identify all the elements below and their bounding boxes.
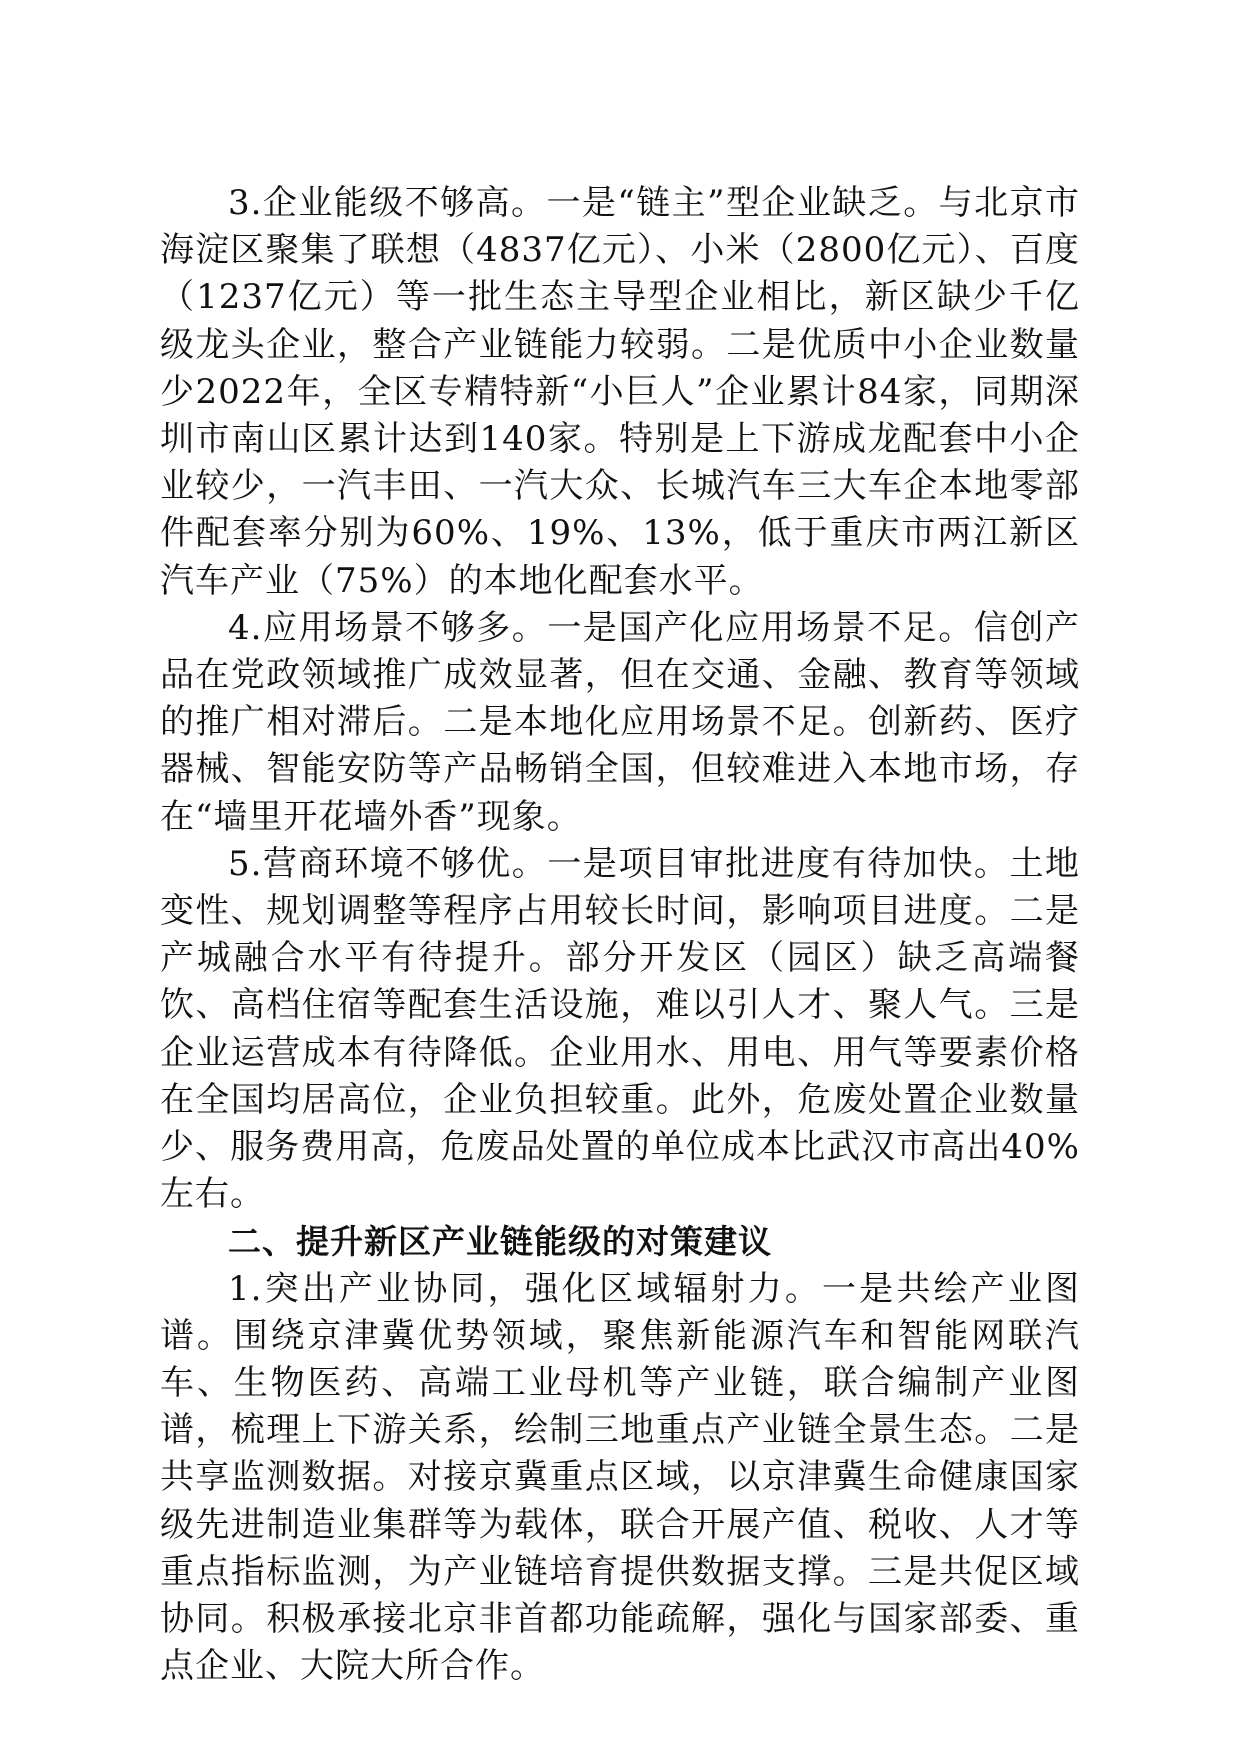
paragraph-enterprise-level: 3.企业能级不够高。一是“链主”型企业缺乏。与北京市海淀区聚集了联想（4837亿元）、小米（2800亿元）、百度（1237亿元）等一批生态主导型企业相比，新区缺少千亿级龙头企业，整合产业链能力较弱。二是优质中小企业数量少2022年，全区专精特新“小巨人”企业累计84家，同期深圳市南山区累计达到140家。特别是上下游成龙配套中小企业较少，一汽丰田、一汽大众、长城汽车三大车企本地零部件配套率分别为60%、19%、13%，低于重庆市两江新区汽车产业（75%）的本地化配套水平。 [160,183,1080,601]
document-page [160,180,1080,1691]
paragraph-business-environment: 5.营商环境不够优。一是项目审批进度有待加快。土地变性、规划调整等程序占用较长时间，影响项目进度。二是产城融合水平有待提升。部分开发区（园区）缺乏高端餐饮、高档住宿等配套生活设施，难以引人才、聚人气。三是企业运营成本有待降低。企业用水、用电、用气等要素价格在全国均居高位，企业负担较重。此外，危废处置企业数量少、服务费用高，危废品处置的单位成本比武汉市高出40%左右。 [160,843,1080,1215]
paragraph-application-scenarios: 4.应用场景不够多。一是国产化应用场景不足。信创产品在党政领域推广成效显著，但在交通、金融、教育等领域的推广相对滞后。二是本地化应用场景不足。创新药、医疗器械、智能安防等产品畅销全国，但较难进入本地市场，存在“墙里开花墙外香”现象。 [160,607,1080,837]
paragraph-industrial-synergy: 1.突出产业协同，强化区域辐射力。一是共绘产业图谱。围绕京津冀优势领域，聚焦新能源汽车和智能网联汽车、生物医药、高端工业母机等产业链，联合编制产业图谱，梳理上下游关系，绘制三地重点产业链全景生态。二是共享监测数据。对接京冀重点区域，以京津冀生命健康国家级先进制造业集群等为载体，联合开展产值、税收、人才等重点指标监测，为产业链培育提供数据支撑。三是共促区域协同。积极承接北京非首都功能疏解，强化与国家部委、重点企业、大院大所合作。 [160,1268,1080,1687]
section-heading: 二、提升新区产业链能级的对策建议 [228,1222,772,1262]
